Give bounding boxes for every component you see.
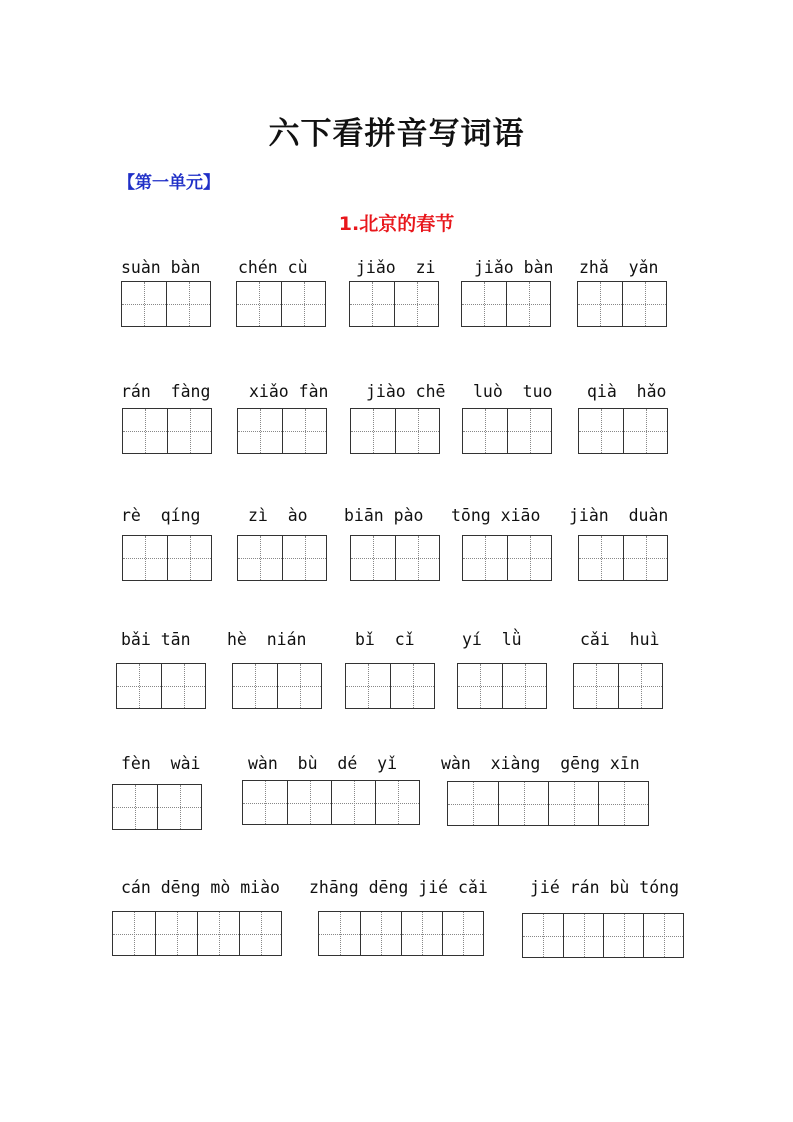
writing-grid[interactable] — [447, 781, 649, 826]
character-box[interactable] — [618, 664, 662, 708]
character-box[interactable] — [282, 409, 326, 453]
character-box[interactable] — [319, 912, 360, 955]
unit-heading: 【第一单元】 — [118, 173, 220, 193]
character-box[interactable] — [281, 282, 325, 326]
character-box[interactable] — [123, 536, 167, 580]
character-box[interactable] — [623, 409, 667, 453]
character-box[interactable] — [238, 409, 282, 453]
character-box[interactable] — [239, 912, 281, 955]
character-box[interactable] — [442, 912, 483, 955]
character-box[interactable] — [360, 912, 401, 955]
character-box[interactable] — [197, 912, 239, 955]
character-box[interactable] — [157, 785, 201, 829]
pinyin-label: bǎi tān — [121, 630, 191, 649]
character-box[interactable] — [351, 409, 395, 453]
pinyin-label: jiǎo zi — [356, 258, 436, 277]
pinyin-label: wàn xiàng gēng xīn — [441, 754, 640, 773]
page-title: 六下看拼音写词语 — [268, 116, 525, 152]
pinyin-label: cǎi huì — [580, 630, 660, 649]
pinyin-label: xiǎo fàn — [249, 382, 329, 401]
pinyin-label: jiàn duàn — [569, 506, 669, 525]
writing-grid[interactable] — [350, 408, 440, 454]
writing-grid[interactable] — [112, 784, 202, 830]
pinyin-label: hè nián — [227, 630, 307, 649]
writing-grid[interactable] — [112, 911, 282, 956]
writing-grid[interactable] — [462, 535, 552, 581]
character-box[interactable] — [166, 282, 210, 326]
character-box[interactable] — [458, 664, 502, 708]
pinyin-label: jiào chē — [366, 382, 446, 401]
writing-grid[interactable] — [122, 535, 212, 581]
character-box[interactable] — [523, 914, 563, 957]
character-box[interactable] — [117, 664, 161, 708]
character-box[interactable] — [498, 782, 548, 825]
character-box[interactable] — [448, 782, 498, 825]
character-box[interactable] — [390, 664, 434, 708]
character-box[interactable] — [507, 536, 551, 580]
writing-grid[interactable] — [122, 408, 212, 454]
character-box[interactable] — [622, 282, 666, 326]
character-box[interactable] — [123, 409, 167, 453]
character-box[interactable] — [579, 536, 623, 580]
character-box[interactable] — [463, 409, 507, 453]
pinyin-label: luò tuo — [473, 382, 553, 401]
writing-grid[interactable] — [318, 911, 484, 956]
pinyin-label: fèn wài — [121, 754, 201, 773]
pinyin-label: zhǎ yǎn — [579, 258, 659, 277]
character-box[interactable] — [287, 781, 331, 824]
pinyin-label: zhāng dēng jié cǎi — [309, 878, 488, 897]
character-box[interactable] — [282, 536, 326, 580]
character-box[interactable] — [563, 914, 603, 957]
character-box[interactable] — [502, 664, 546, 708]
character-box[interactable] — [122, 282, 166, 326]
pinyin-label: biān pào — [344, 506, 424, 525]
pinyin-label: rán fàng — [121, 382, 211, 401]
character-box[interactable] — [155, 912, 197, 955]
pinyin-label: rè qíng — [121, 506, 201, 525]
writing-grid[interactable] — [578, 408, 668, 454]
character-box[interactable] — [463, 536, 507, 580]
pinyin-label: bǐ cǐ — [355, 630, 415, 649]
character-box[interactable] — [167, 536, 211, 580]
character-box[interactable] — [548, 782, 598, 825]
character-box[interactable] — [113, 912, 155, 955]
character-box[interactable] — [395, 536, 439, 580]
pinyin-label: qià hǎo — [587, 382, 667, 401]
character-box[interactable] — [578, 282, 622, 326]
writing-grid[interactable] — [242, 780, 420, 825]
character-box[interactable] — [161, 664, 205, 708]
writing-grid[interactable] — [116, 663, 206, 709]
character-box[interactable] — [243, 781, 287, 824]
character-box[interactable] — [579, 409, 623, 453]
writing-grid[interactable] — [236, 281, 326, 327]
writing-grid[interactable] — [577, 281, 667, 327]
character-box[interactable] — [598, 782, 648, 825]
character-box[interactable] — [401, 912, 442, 955]
writing-grid[interactable] — [462, 408, 552, 454]
character-box[interactable] — [331, 781, 375, 824]
lesson-heading: 1.北京的春节 — [338, 213, 455, 235]
character-box[interactable] — [643, 914, 683, 957]
character-box[interactable] — [394, 282, 438, 326]
pinyin-label: jiǎo bàn — [474, 258, 554, 277]
character-box[interactable] — [623, 536, 667, 580]
pinyin-label: chén cù — [238, 258, 308, 277]
writing-grid[interactable] — [457, 663, 547, 709]
character-box[interactable] — [574, 664, 618, 708]
pinyin-label: wàn bù dé yǐ — [248, 754, 398, 773]
character-box[interactable] — [167, 409, 211, 453]
character-box[interactable] — [346, 664, 390, 708]
character-box[interactable] — [233, 664, 277, 708]
pinyin-label: suàn bàn — [121, 258, 201, 277]
writing-grid[interactable] — [232, 663, 322, 709]
character-box[interactable] — [350, 282, 394, 326]
writing-grid[interactable] — [121, 281, 211, 327]
pinyin-label: zì ào — [248, 506, 308, 525]
character-box[interactable] — [375, 781, 419, 824]
character-box[interactable] — [351, 536, 395, 580]
character-box[interactable] — [237, 282, 281, 326]
pinyin-label: cán dēng mò miào — [121, 878, 280, 897]
writing-grid[interactable] — [345, 663, 435, 709]
character-box[interactable] — [506, 282, 550, 326]
writing-grid[interactable] — [522, 913, 684, 958]
pinyin-label: tōng xiāo — [451, 506, 541, 525]
character-box[interactable] — [395, 409, 439, 453]
writing-grid[interactable] — [461, 281, 551, 327]
character-box[interactable] — [238, 536, 282, 580]
character-box[interactable] — [113, 785, 157, 829]
character-box[interactable] — [603, 914, 643, 957]
writing-grid[interactable] — [573, 663, 663, 709]
writing-grid[interactable] — [350, 535, 440, 581]
writing-grid[interactable] — [237, 408, 327, 454]
pinyin-label: yí lǜ — [462, 630, 522, 649]
character-box[interactable] — [462, 282, 506, 326]
writing-grid[interactable] — [349, 281, 439, 327]
writing-grid[interactable] — [578, 535, 668, 581]
character-box[interactable] — [277, 664, 321, 708]
writing-grid[interactable] — [237, 535, 327, 581]
pinyin-label: jié rán bù tóng — [530, 878, 680, 897]
character-box[interactable] — [507, 409, 551, 453]
